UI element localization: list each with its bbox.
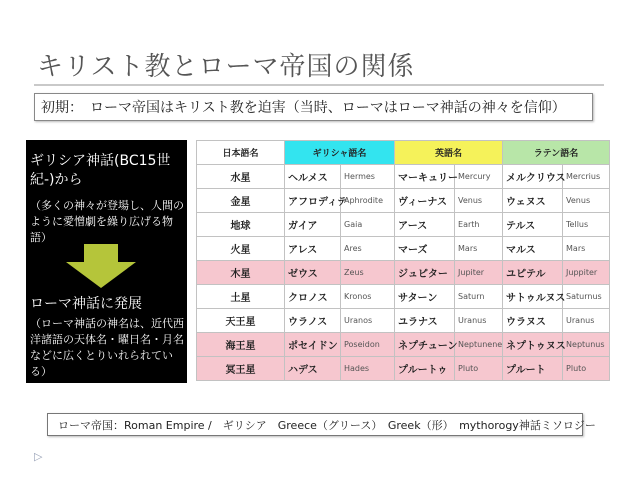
cell-greek-latin: Zeus [341,261,395,285]
planet-names-table [196,140,610,381]
cell-greek-kana: ゼウス [285,261,341,285]
cell-latin-latin: Pluto [563,357,610,381]
cell-japanese-name: 火星 [197,237,285,261]
cell-greek-kana: クロノス [285,285,341,309]
roman-myth-description: （ローマ神話の神名は、近代西洋諸語の天体名・曜日名・月名などに広くとりいれられている） [30,317,184,378]
cell-greek-kana: ヘルメス [285,165,341,189]
cell-japanese-name: 海王星 [197,333,285,357]
cell-latin-latin: Venus [563,189,610,213]
cell-greek-latin: Ares [341,237,395,261]
table-header-row [197,141,610,165]
cell-english-latin: Venus [455,189,503,213]
table-row [197,237,610,261]
cell-english-kana: ジュピター [395,261,455,285]
cell-latin-latin: Mars [563,237,610,261]
cell-greek-kana: ガイア [285,213,341,237]
cell-latin-latin: Tellus [563,213,610,237]
cell-greek-latin: Uranos [341,309,395,333]
cell-latin-latin: Neptunus [563,333,610,357]
cell-english-latin: Uranus [455,309,503,333]
table-row [197,261,610,285]
cell-greek-kana: ウラノス [285,309,341,333]
cell-latin-latin: Uranus [563,309,610,333]
cell-latin-kana: ユピテル [503,261,563,285]
cell-japanese-name: 金星 [197,189,285,213]
table-row [197,189,610,213]
bullet-icon: ▷ [34,450,43,463]
greek-myth-description: （多くの神々が登場し、人間のように愛憎劇を繰り広げる物語） [30,199,184,244]
terminology-note: ローマ帝国：Roman Empire / ギリシア Greece（グリース） Greek（形） mythorogy神話ミソロジー [47,413,583,436]
cell-japanese-name: 土星 [197,285,285,309]
cell-english-kana: ヴィーナス [395,189,455,213]
cell-greek-latin: Hermes [341,165,395,189]
cell-japanese-name: 天王星 [197,309,285,333]
cell-greek-latin: Kronos [341,285,395,309]
table-row [197,333,610,357]
table-row [197,285,610,309]
cell-latin-kana: サトゥルヌス [503,285,563,309]
cell-english-kana: ネプチューン [395,333,455,357]
cell-latin-kana: プルート [503,357,563,381]
cell-english-latin: Earth [455,213,503,237]
cell-english-latin: Neptunene [455,333,503,357]
cell-latin-kana: ウェヌス [503,189,563,213]
cell-japanese-name: 木星 [197,261,285,285]
cell-greek-latin: Poseidon [341,333,395,357]
cell-japanese-name: 水星 [197,165,285,189]
cell-latin-kana: テルス [503,213,563,237]
cell-greek-latin: Hades [341,357,395,381]
cell-latin-kana: ネプトゥヌス [503,333,563,357]
header-japanese: 日本語名 [197,141,285,165]
cell-english-kana: サターン [395,285,455,309]
cell-greek-kana: ハデス [285,357,341,381]
header-latin: ラテン語名 [503,141,610,165]
slide-title: キリスト教とローマ帝国の関係 [37,52,415,82]
cell-latin-kana: メルクリウス [503,165,563,189]
header-greek: ギリシャ語名 [285,141,395,165]
roman-myth-heading: ローマ神話に発展 [30,296,142,312]
cell-english-latin: Pluto [455,357,503,381]
cell-english-latin: Jupiter [455,261,503,285]
cell-japanese-name: 地球 [197,213,285,237]
table-row [197,357,610,381]
cell-english-latin: Mercury [455,165,503,189]
cell-greek-latin: Aphrodite [341,189,395,213]
table-row [197,309,610,333]
cell-english-kana: マーズ [395,237,455,261]
table-row [197,213,610,237]
cell-english-kana: プルートゥ [395,357,455,381]
cell-latin-latin: Juppiter [563,261,610,285]
cell-english-latin: Saturn [455,285,503,309]
cell-japanese-name: 冥王星 [197,357,285,381]
cell-greek-kana: アフロディテ [285,189,341,213]
down-arrow-icon [66,244,136,288]
cell-latin-latin: Saturnus [563,285,610,309]
cell-english-kana: マーキュリー [395,165,455,189]
cell-english-latin: Mars [455,237,503,261]
cell-greek-kana: アレス [285,237,341,261]
mythology-panel [26,140,187,383]
cell-english-kana: ユラナス [395,309,455,333]
greek-myth-heading: ギリシア神話(BC15世紀-)から [30,153,171,188]
initial-period-note: 初期： ローマ帝国はキリスト教を迫害（当時、ローマはローマ神話の神々を信仰） [34,93,593,121]
cell-english-kana: アース [395,213,455,237]
header-english: 英語名 [395,141,503,165]
table-row [197,165,610,189]
cell-greek-kana: ポセイドン [285,333,341,357]
cell-latin-kana: ウラヌス [503,309,563,333]
cell-latin-kana: マルス [503,237,563,261]
cell-greek-latin: Gaia [341,213,395,237]
cell-latin-latin: Mercrius [563,165,610,189]
title-divider [34,84,604,86]
